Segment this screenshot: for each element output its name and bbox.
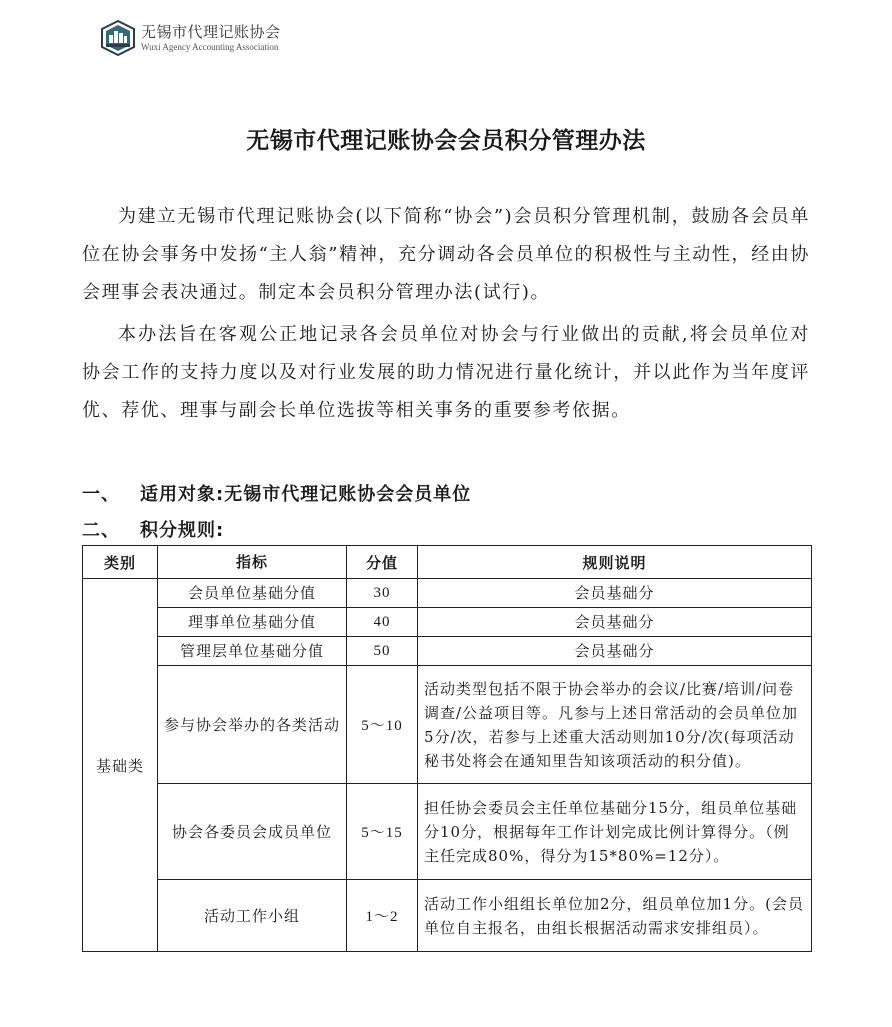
section-number: 二、 [82,520,120,541]
table-row [83,637,812,666]
purpose-paragraph: 本办法旨在客观公正地记录各会员单位对协会与行业做出的贡献,将会员单位对协会工作的支持力度以及对行业发展的助力情况进行量化统计，并以此作为当年度评优、荐优、理事与副会长单位选拔等相关事务的重要参考依据。 [82,324,810,421]
indicator-cell: 理事单位基础分值 [158,608,347,637]
section-number: 一、 [82,484,120,505]
indicator-cell: 参与协会举办的各类活动 [158,666,347,784]
description-cell: 活动工作小组组长单位加2分，组员单位加1分。(会员单位自主报名，由组长根据活动需求安排组员）。 [418,880,812,952]
indicator-cell: 管理层单位基础分值 [158,637,347,666]
header-category: 类别 [83,546,158,579]
score-cell: 50 [347,637,418,666]
section-text: 适用对象:无锡市代理记账协会会员单位 [140,484,472,505]
section-rules-heading [82,516,224,542]
document-title: 无锡市代理记账协会会员积分管理办法 [246,128,646,154]
score-cell: 5～10 [347,666,418,784]
description-cell: 担任协会委员会主任单位基础分15分，组员单位基础分10分，根据每年工作计划完成比例计算得分。（例主任完成80%，得分为15*80%=12分）。 [418,784,812,880]
section-scope-heading [82,480,471,506]
association-logo [100,20,281,56]
score-cell: 5～15 [347,784,418,880]
intro-paragraph: 为建立无锡市代理记账协会(以下简称“协会”)会员积分管理机制，鼓励各会员单位在协会事务中发扬“主人翁”精神，充分调动各会员单位的积极性与主动性，经由协会理事会表决通过。制定本会员积分管理办法(试行)。 [82,206,810,303]
logo-name-en: Wuxi Agency Accounting Association [141,42,279,52]
indicator-cell: 协会各委员会成员单位 [158,784,347,880]
description-cell: 活动类型包括不限于协会举办的会议/比赛/培训/问卷调查/公益项目等。凡参与上述日常活动的会员单位加5分/次，若参与上述重大活动则加10分/次(每项活动秘书处将会在通知里告知该项活动的积分值)。 [418,666,812,784]
header-score: 分值 [347,546,418,579]
points-rules-table [82,545,812,952]
header-description: 规则说明 [418,546,812,579]
description-cell: 会员基础分 [418,579,812,608]
table-row [83,608,812,637]
description-cell: 会员基础分 [418,637,812,666]
table-row [83,579,812,608]
indicator-cell: 活动工作小组 [158,880,347,952]
score-cell: 40 [347,608,418,637]
score-cell: 30 [347,579,418,608]
header-indicator: 指标 [158,546,347,579]
table-row [83,784,812,880]
indicator-cell: 会员单位基础分值 [158,579,347,608]
description-cell: 会员基础分 [418,608,812,637]
table-header-row [83,546,812,579]
category-cell: 基础类 [83,579,158,952]
association-emblem-icon [100,20,136,56]
table-row [83,666,812,784]
logo-name-zh: 无锡市代理记账协会 [141,23,281,41]
score-cell: 1～2 [347,880,418,952]
section-text: 积分规则: [140,520,225,541]
table-row [83,880,812,952]
